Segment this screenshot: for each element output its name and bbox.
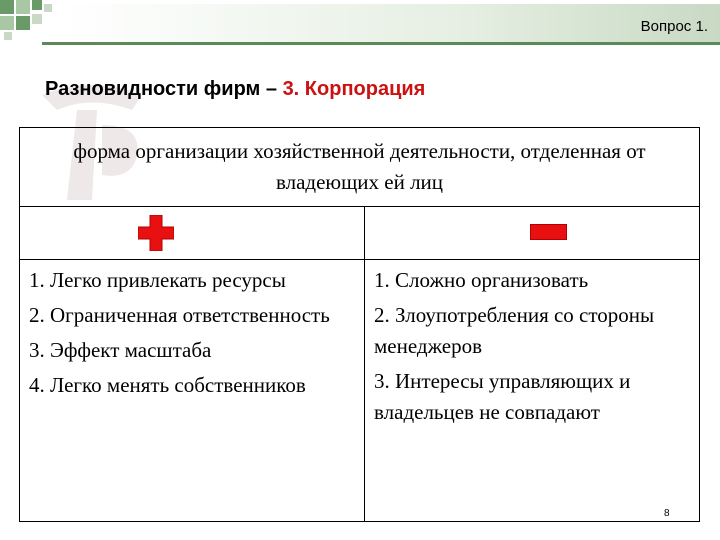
list-item: 1. Сложно организовать bbox=[374, 268, 589, 292]
slide-title bbox=[45, 78, 425, 101]
slide-title-accent: 3. Корпорация bbox=[282, 78, 426, 100]
list-item: 4. Легко менять собственников bbox=[29, 373, 306, 397]
definition-text: форма организации хозяйственной деятельности, отделенная от владеющих ей лиц bbox=[73, 139, 646, 194]
list-item: 3. Эффект масштаба bbox=[29, 338, 212, 362]
decorative-squares bbox=[0, 0, 60, 42]
row-divider bbox=[20, 259, 699, 260]
minus-icon bbox=[530, 224, 567, 240]
list-item: 3. Интересы управляющих и владельцев не совпадают bbox=[374, 369, 631, 424]
list-item: 2. Злоупотребления со стороны менеджеров bbox=[374, 303, 655, 358]
list-item: 2. Ограниченная ответственность bbox=[29, 303, 330, 327]
pros-cons-table bbox=[19, 207, 700, 522]
slide-title-main: Разновидности фирм – bbox=[45, 78, 283, 100]
header-bar bbox=[62, 4, 720, 42]
definition-box bbox=[19, 127, 700, 207]
advantages-list bbox=[29, 265, 359, 405]
header-line bbox=[42, 42, 720, 45]
question-label: Вопрос 1. bbox=[640, 18, 708, 35]
plus-icon bbox=[138, 215, 174, 251]
page-number: 8 bbox=[664, 508, 670, 519]
column-divider bbox=[364, 207, 365, 521]
disadvantages-list bbox=[374, 265, 699, 432]
list-item: 1. Легко привлекать ресурсы bbox=[29, 268, 286, 292]
